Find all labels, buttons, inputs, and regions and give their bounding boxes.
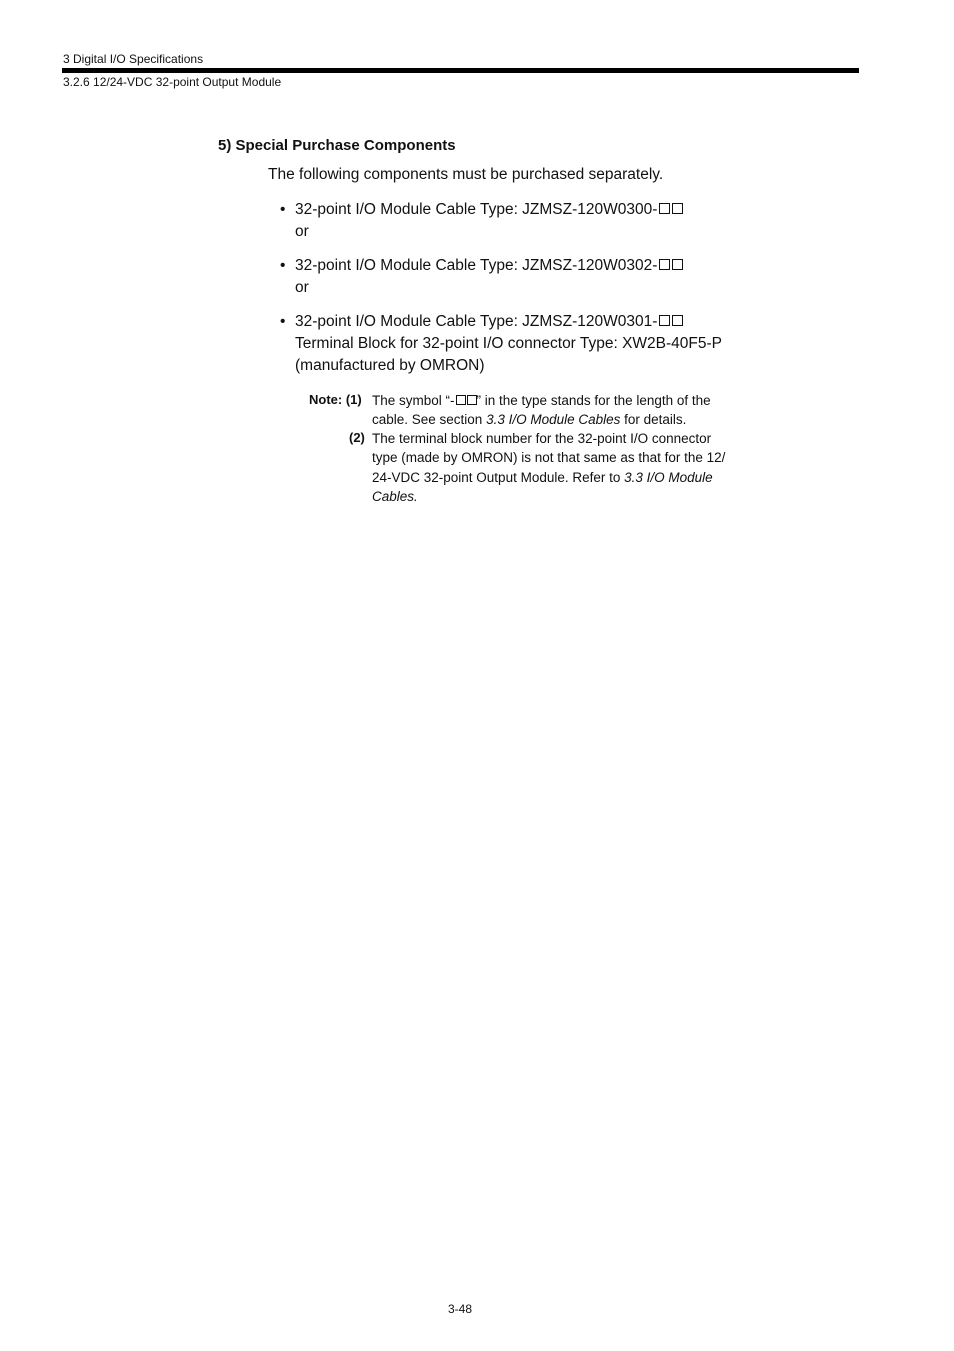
note-1-line-2: cable. See section 3.3 I/O Module Cables for details.: [372, 412, 687, 427]
section-reference: Cables: [372, 489, 415, 504]
bullet: •: [280, 313, 286, 330]
placeholder-box-icon: [659, 259, 670, 270]
placeholder-box-icon: [672, 315, 683, 326]
list-item-line3: (manufactured by OMRON): [295, 357, 485, 374]
note-label: Note: (1): [309, 392, 362, 407]
list-item-line2: Terminal Block for 32-point I/O connector Type: XW2B-40F5-P: [295, 335, 723, 352]
note-2-line-1: The terminal block number for the 32-point I/O connector: [372, 431, 712, 446]
note-1-line-1: The symbol “- ” in the type stands for the length of the: [372, 393, 711, 408]
placeholder-box-icon: [672, 259, 683, 270]
page-number: 3-48: [448, 1302, 473, 1316]
note-2-label: (2): [349, 430, 365, 445]
bullet: •: [280, 201, 286, 218]
bullet: •: [280, 257, 286, 274]
placeholder-box-icon: [659, 315, 670, 326]
section-header: 3.2.6 12/24-VDC 32-point Output Module: [63, 75, 282, 89]
section-heading: 5) Special Purchase Components: [218, 137, 456, 154]
note-2-line-4: Cables.: [372, 489, 418, 504]
list-item-conjunction: or: [295, 279, 309, 296]
list-item-text: 32-point I/O Module Cable Type: JZMSZ-120W0300-: [295, 199, 683, 221]
placeholder-box-icon: [659, 203, 670, 214]
placeholder-box-icon: [467, 395, 477, 405]
intro-paragraph: The following components must be purchased separately.: [268, 166, 664, 183]
list-item-text: 32-point I/O Module Cable Type: JZMSZ-120W0302-: [295, 255, 683, 277]
note-2-line-3: 24-VDC 32-point Output Module. Refer to 3.3 I/O Module: [372, 470, 713, 485]
section-reference: 3.3 I/O Module: [624, 470, 713, 485]
placeholder-box-icon: [456, 395, 466, 405]
list-item-conjunction: or: [295, 223, 309, 240]
list-item-text: 32-point I/O Module Cable Type: JZMSZ-120W0301-: [295, 311, 683, 333]
note-2-line-2: type (made by OMRON) is not that same as that for the 12/: [372, 450, 726, 465]
chapter-header: 3 Digital I/O Specifications: [63, 52, 204, 66]
section-reference: 3.3 I/O Module Cables: [486, 412, 621, 427]
placeholder-box-icon: [672, 203, 683, 214]
header-rule: [62, 68, 859, 73]
